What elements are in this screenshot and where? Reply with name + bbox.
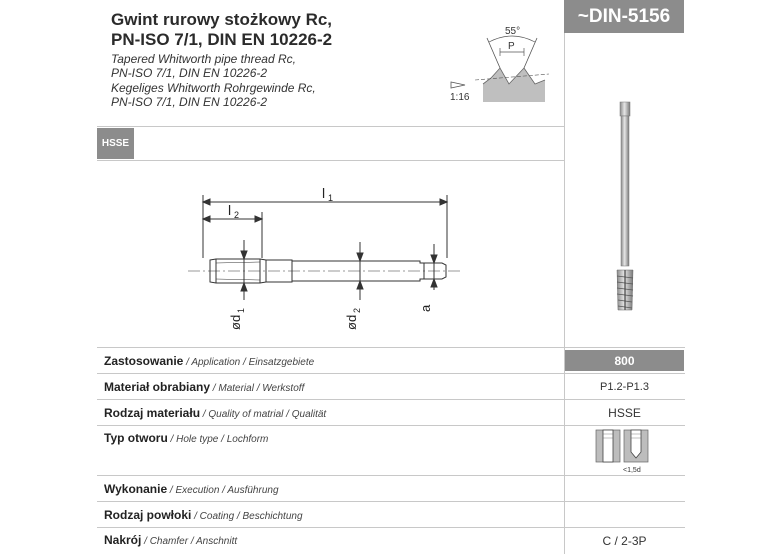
row-label: Typ otworu xyxy=(104,431,168,445)
product-title xyxy=(111,10,332,50)
material-value: P1.2-P1.3 xyxy=(600,381,649,393)
table-rule xyxy=(97,475,685,476)
row-sublabel: / Execution / Ausführung xyxy=(167,485,279,496)
row-label: Materiał obrabiany xyxy=(104,380,211,394)
row-sublabel: / Hole type / Lochform xyxy=(167,434,269,445)
dim-l2-sub: 2 xyxy=(234,210,240,220)
title-line-1: Gwint rurowy stożkowy Rc, xyxy=(111,10,333,29)
table-rule xyxy=(97,347,685,348)
table-rule xyxy=(97,373,685,374)
row-label: Rodzaj powłoki xyxy=(104,508,192,522)
dim-l1-sub: 1 xyxy=(328,193,334,203)
divider xyxy=(97,126,564,127)
thread-profile-diagram xyxy=(445,22,555,104)
row-label: Wykonanie xyxy=(104,482,168,496)
hole-depth-note: <1,5d xyxy=(623,467,641,474)
subtitle-en-line-1: Tapered Whitworth pipe thread Rc, xyxy=(111,52,296,66)
tap-dimension-drawing xyxy=(180,170,470,340)
thread-angle-label: 55° xyxy=(505,26,521,37)
row-label: Nakrój xyxy=(104,533,142,547)
taper-ratio-label: 1:16 xyxy=(450,92,470,103)
dim-d1-sub: 1 xyxy=(236,307,246,313)
dim-d1: ød xyxy=(228,314,243,330)
row-sublabel: / Application / Einsatzgebiete xyxy=(183,357,315,368)
subtitle-en-line-2: PN-ISO 7/1, DIN EN 10226-2 xyxy=(111,66,268,80)
table-rule xyxy=(97,425,685,426)
dim-a: a xyxy=(418,304,433,312)
table-rule xyxy=(97,399,685,400)
subtitle-de xyxy=(111,81,316,109)
row-sublabel: / Chamfer / Anschnitt xyxy=(141,536,238,547)
subtitle-en xyxy=(111,52,296,80)
table-row xyxy=(104,482,279,496)
row-label: Rodzaj materiału xyxy=(104,406,201,420)
material-badge: HSSE xyxy=(97,128,134,159)
dim-d2: ød xyxy=(344,314,359,330)
row-sublabel: / Quality of matrial / Qualität xyxy=(200,409,327,420)
hole-type-icon xyxy=(594,428,658,474)
chamfer-value: C / 2-3P xyxy=(602,534,647,548)
row-sublabel: / Material / Werkstoff xyxy=(210,383,305,394)
table-row xyxy=(104,380,304,394)
table-row xyxy=(104,406,326,420)
din-badge: ~DIN-5156 xyxy=(564,0,684,33)
row-sublabel: / Coating / Beschichtung xyxy=(191,511,303,522)
row-label: Zastosowanie xyxy=(104,354,184,368)
subtitle-de-line-1: Kegeliges Whitworth Rohrgewinde Rc, xyxy=(111,81,316,95)
dim-d2-sub: 2 xyxy=(352,307,362,313)
dim-l1: l xyxy=(322,185,326,201)
material-type-value: HSSE xyxy=(608,406,641,420)
table-rule xyxy=(97,527,685,528)
tap-product-image xyxy=(600,100,650,320)
subtitle-de-line-2: PN-ISO 7/1, DIN EN 10226-2 xyxy=(111,95,268,109)
title-line-2: PN-ISO 7/1, DIN EN 10226-2 xyxy=(111,30,333,49)
table-rule xyxy=(97,501,685,502)
table-row xyxy=(104,431,268,445)
table-row xyxy=(104,354,314,368)
pitch-label: P xyxy=(508,41,515,52)
table-row xyxy=(104,508,303,522)
application-value: 800 xyxy=(565,350,684,371)
table-row xyxy=(104,533,237,547)
dim-l2: l xyxy=(228,202,232,218)
divider xyxy=(97,160,564,161)
